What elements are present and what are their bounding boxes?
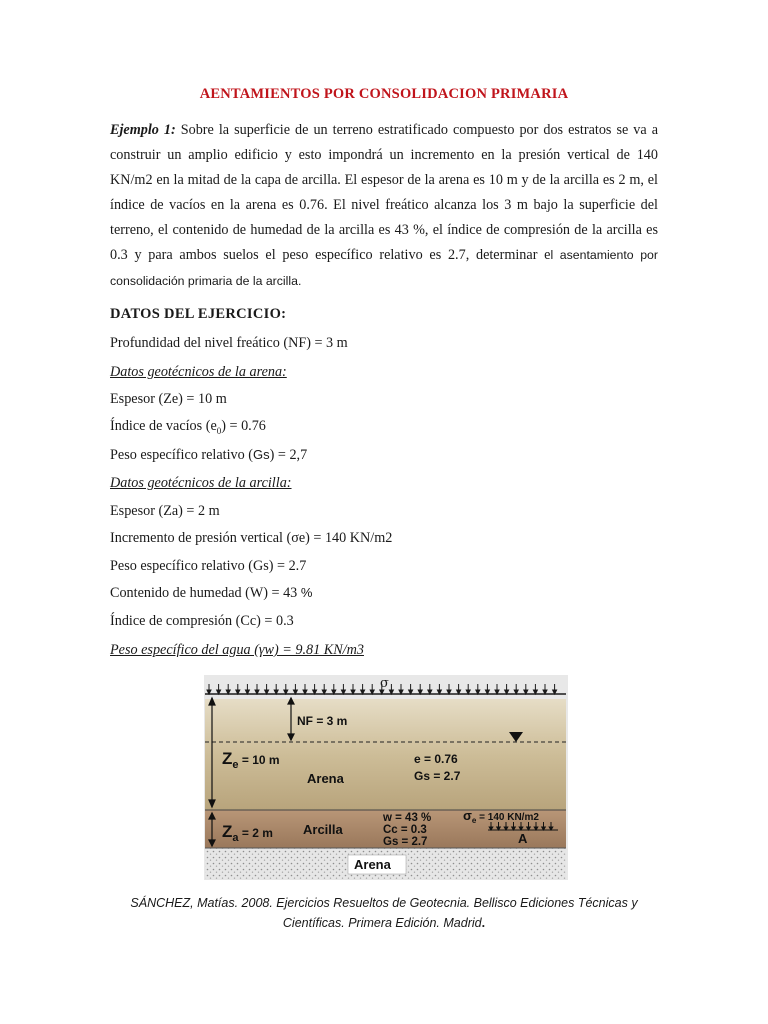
arena-indice-vacios: Índice de vacíos $(e_0) = 0.76$ — [110, 418, 266, 436]
arcilla-label: Arcilla — [303, 822, 343, 837]
gs-arcilla-value: Gs = 2.7 — [383, 836, 428, 848]
arcilla-heading: Datos geotécnicos de la arcilla: — [110, 475, 292, 491]
example-label: Ejemplo 1: — [110, 122, 176, 138]
za-label: $Z_a$ $^{= 2 m}$ — [222, 822, 273, 844]
arena-label: Arena — [307, 771, 344, 786]
data-heading: DATOS DEL EJERCICIO: — [110, 306, 287, 322]
arcilla-peso-especifico: Peso específico relativo (Gs) = 2.7 — [110, 558, 307, 574]
nf-label: NF = 3 m — [297, 714, 348, 728]
gs-arena-value: Gs = 2.7 — [414, 769, 461, 783]
point-a-label: A — [518, 831, 528, 846]
cc-value: Cc = 0.3 — [383, 824, 427, 836]
ze-label: $Z_e$ $^{= 10 m}$ — [222, 749, 280, 771]
arcilla-humedad: Contenido de humedad (W) = 43 % — [110, 585, 313, 601]
clay-load-arrows — [489, 822, 553, 830]
sigma-e-label: σe = 140 KN/m2 — [463, 808, 539, 825]
soil-profile-figure — [200, 670, 572, 884]
page-title: AENTAMIENTOS POR CONSOLIDACION PRIMARIA — [199, 86, 569, 102]
e-value: e = 0.76 — [414, 752, 458, 766]
figure-caption: SÁNCHEZ, Matías. 2008. Ejercicios Resueltos de Geotecnia. Bellisco Ediciones Técnicas y Científicas. Primera Edición. Madrid. — [130, 896, 638, 930]
sigma-label: σ — [380, 676, 389, 691]
nf-line: Profundidad del nivel freático (NF) = 3 m — [110, 335, 348, 351]
arcilla-compresion: Índice de compresión (Cc) = 0.3 — [110, 613, 294, 629]
example-text-end: l asentamiento por consolidación primaria de la arcilla. — [110, 248, 658, 288]
arena-peso-especifico: Peso específico relativo (Gs) = 2,7 — [110, 447, 308, 463]
arcilla-espesor: Espesor (Za) = 2 m — [110, 503, 220, 519]
arena-espesor: Espesor (Ze) = 10 m — [110, 391, 227, 407]
arcilla-incremento: Incremento de presión vertical (σe) = 140 KN/m2 — [110, 530, 393, 546]
example-paragraph — [110, 118, 658, 294]
bottom-arena-label: Arena — [354, 857, 391, 872]
agua-peso-especifico: Peso específico del agua (γw) = 9.81 KN/m3 — [110, 642, 364, 658]
example-text: Sobre la superficie de un terreno estratificado compuesto por dos estratos se va a construir un amplio edificio y esto impondrá un incremento en la presión vertical de 140 KN/m2 en la mitad de la capa de arcilla. El espesor de la arena es 10 m y de la arcilla es 2 m, el índice de vacíos en la arena es 0.76. El nivel freático alcanza los 3 m bajo la superficie del terreno, el contenido de humedad de la arcilla es 43 %, el índice de compresión de la arcilla es 0.3 y para ambos suelos el peso específico relativo es 2.7, determinar e — [110, 122, 658, 264]
w-value: w = 43 % — [383, 812, 432, 824]
arena-heading: Datos geotécnicos de la arena: — [110, 364, 287, 380]
